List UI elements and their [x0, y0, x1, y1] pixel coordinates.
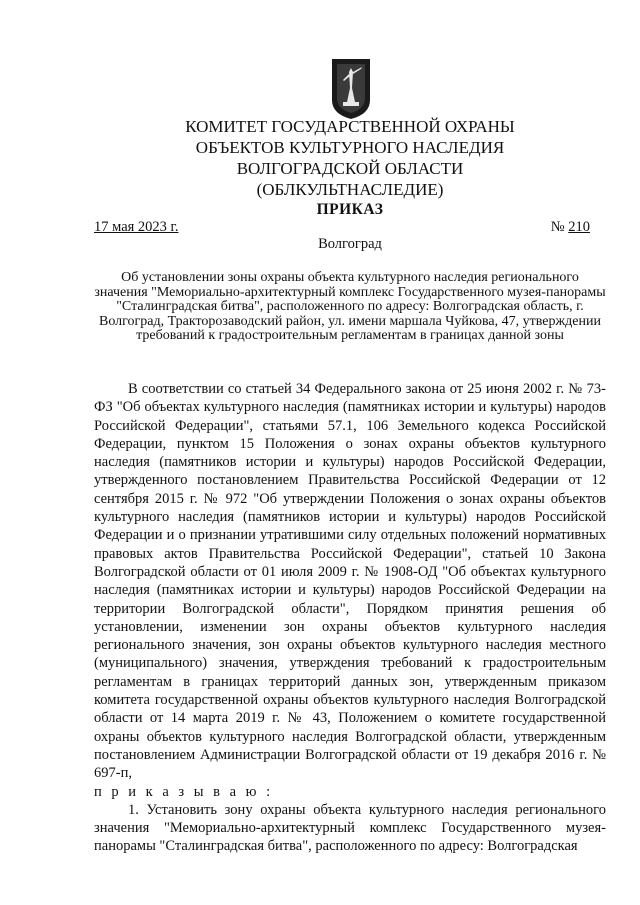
order-item-1: 1. Установить зону охраны объекта культурного наследия регионального значения "Мемориально-архитектурный комплекс Государственного музея-панорамы "Сталинградская битва", расположенного по адресу: Волгоградская [94, 801, 606, 855]
order-word: п р и к а з ы в а ю : [94, 783, 274, 800]
preamble-paragraph: В соответствии со статьей 34 Федерального закона от 25 июня 2002 г. № 73-ФЗ "Об объектах культурного наследия (памятниках истории и культуры) народов Российской Федерации", статьями 57.1, 106 Земельного кодекса Российской Федерации, пунктом 15 Положения о зонах охраны объектов культурного наследия (памятников истории и культуры) народов Российской Федерации, утвержденного постановлением Правительства Российской Федерации от 12 сентября 2015 г. № 972 "Об утверждении Положения о зонах охраны объектов культурного наследия (памятников истории и культуры) народов Российской Федерации и о признании утратившими силу отдельных положений нормативных правовых актов Правительства Российской Федерации", статьей 10 Закона Волгоградской области от 01 июля 2009 г. № 1908-ОД "Об объектах культурного наследия (памятниках истории и культуры) народов Российской Федерации на территории Волгоградской области", Порядком принятия решения об установлении, изменении зон охраны объектов культурного наследия регионального значения, зон охраны объектов культурного наследия местного (муниципального) значения, утверждения требований к градостроительным регламентам в границах территорий данных зон, утвержденным приказом комитета государственной охраны объектов культурного наследия Волгоградской области от 14 марта 2019 г. № 43, Положением о комитете государственной охраны объектов культурного наследия Волгоградской области, утвержденным постановлением Администрации Волгоградской области от 19 декабря 2016 г. № 697-п, [94, 381, 606, 782]
organization-name [140, 116, 560, 200]
document-type: ПРИКАЗ [316, 201, 384, 218]
number-value: 210 [568, 219, 590, 235]
org-line-1: КОМИТЕТ ГОСУДАРСТВЕННОЙ ОХРАНЫ [185, 117, 515, 136]
document-date: 17 мая 2023 г. [94, 219, 179, 235]
document-city: Волгоград [318, 236, 382, 252]
coat-of-arms-emblem [331, 58, 371, 120]
document-subject: Об установлении зоны охраны объекта культурного наследия регионального значения "Мемориально-архитектурный комплекс Государственного музея-панорамы "Сталинградская битва", расположенного по адресу: Волгоградская область, г. Волгоград, Тракторозаводский район, ул. имени маршала Чуйкова, 47, утверждении требований к градостроительным регламентам в границах данной зоны [94, 270, 606, 343]
org-line-4: (ОБЛКУЛЬТНАСЛЕДИЕ) [256, 180, 444, 199]
document-number [551, 219, 590, 236]
number-prefix: № [550, 219, 565, 235]
org-line-3: ВОЛГОГРАДСКОЙ ОБЛАСТИ [236, 159, 464, 178]
org-line-2: ОБЪЕКТОВ КУЛЬТУРНОГО НАСЛЕДИЯ [195, 138, 505, 157]
document-body [94, 380, 606, 856]
